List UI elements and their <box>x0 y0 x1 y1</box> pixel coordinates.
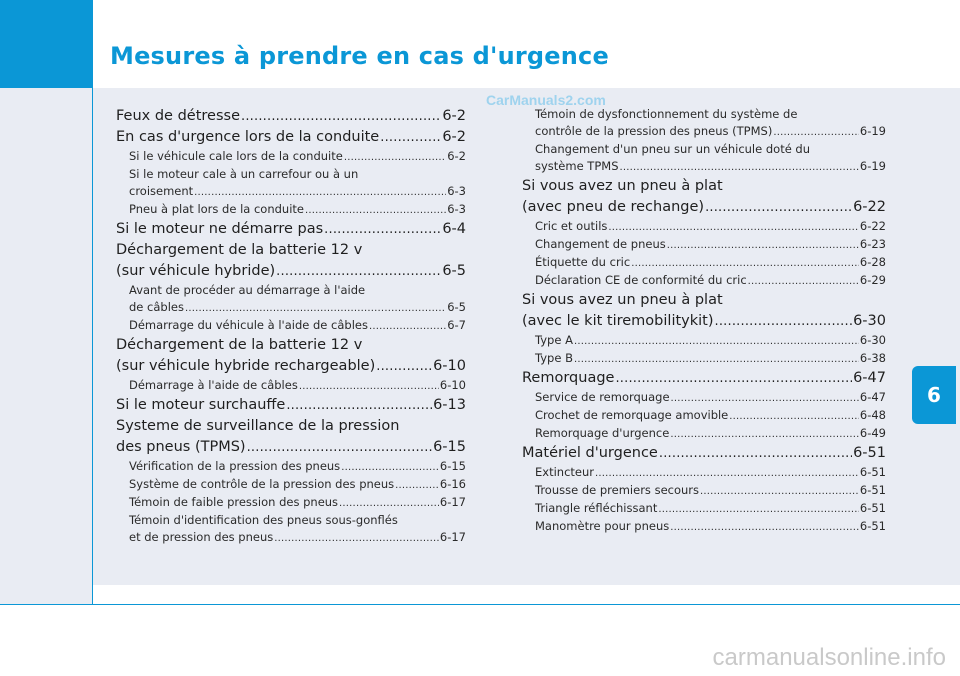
toc-subentry[interactable]: Remorquage d'urgence ..... 6-49 <box>522 425 886 443</box>
toc-left-column <box>116 106 466 547</box>
toc-subentry[interactable]: Changement de pneus ..... 6-23 <box>522 236 886 254</box>
toc-subentry[interactable]: Trousse de premiers secours ..... 6-51 <box>522 482 886 500</box>
left-margin-strip <box>0 0 92 604</box>
toc-entry-line: Systeme de surveillance de la pression <box>116 418 400 434</box>
footer-divider <box>0 604 960 605</box>
toc-subentry-line: Si le moteur cale à un carrefour ou à un <box>129 167 359 181</box>
watermark-logo: CarManuals2.com <box>486 92 606 108</box>
toc-entry[interactable]: En cas d'urgence lors de la conduite ..... 6-2 <box>116 127 466 148</box>
toc-subentry[interactable]: Type B ..... 6-38 <box>522 350 886 368</box>
chapter-number: 6 <box>927 383 941 407</box>
toc-subentry[interactable]: Service de remorquage ..... 6-47 <box>522 389 886 407</box>
toc-subentry[interactable]: Extincteur ..... 6-51 <box>522 464 886 482</box>
toc-entry[interactable]: (avec pneu de rechange) ..... 6-22 <box>522 197 886 218</box>
toc-subentry[interactable]: Cric et outils ..... 6-22 <box>522 218 886 236</box>
toc-entry-line: Déchargement de la batterie 12 v <box>116 337 363 353</box>
toc-subentry[interactable]: Étiquette du cric ..... 6-28 <box>522 254 886 272</box>
toc-entry[interactable]: des pneus (TPMS) ..... 6-15 <box>116 437 466 458</box>
toc-subentry[interactable]: Démarrage du véhicule à l'aide de câbles ..... 6-7 <box>116 317 466 335</box>
toc-entry[interactable]: (sur véhicule hybride rechargeable) ..... 6-10 <box>116 356 466 377</box>
toc-entry[interactable]: Si le moteur ne démarre pas ..... 6-4 <box>116 219 466 240</box>
page-title: Mesures à prendre en cas d'urgence <box>110 42 609 70</box>
toc-subentry[interactable]: Système de contrôle de la pression des pneus ..... 6-16 <box>116 476 466 494</box>
toc-right-column <box>522 106 886 536</box>
toc-subentry[interactable]: et de pression des pneus ..... 6-17 <box>116 529 466 547</box>
watermark-footer: carmanualsonline.info <box>712 644 946 671</box>
toc-subentry[interactable]: contrôle de la pression des pneus (TPMS) ..... 6-19 <box>522 123 886 141</box>
toc-subentry-line: Changement d'un pneu sur un véhicule doté du <box>535 142 811 156</box>
toc-subentry[interactable]: système TPMS ..... 6-19 <box>522 158 886 176</box>
toc-subentry[interactable]: Type A ..... 6-30 <box>522 332 886 350</box>
toc-entry[interactable]: (sur véhicule hybride) ..... 6-5 <box>116 261 466 282</box>
toc-subentry[interactable]: de câbles ..... 6-5 <box>116 299 466 317</box>
toc-entry[interactable]: Matériel d'urgence ..... 6-51 <box>522 443 886 464</box>
toc-entry[interactable]: Remorquage ..... 6-47 <box>522 368 886 389</box>
toc-subentry-line: Témoin de dysfonctionnement du système de <box>535 107 798 121</box>
toc-entry-line: Déchargement de la batterie 12 v <box>116 242 363 258</box>
toc-subentry[interactable]: Déclaration CE de conformité du cric ..... 6-29 <box>522 272 886 290</box>
toc-entry[interactable]: (avec le kit tiremobilitykit) ..... 6-30 <box>522 311 886 332</box>
header-accent-block <box>0 0 92 88</box>
toc-subentry[interactable]: Manomètre pour pneus ..... 6-51 <box>522 518 886 536</box>
toc-entry-line: Si vous avez un pneu à plat <box>522 292 723 308</box>
toc-subentry[interactable]: Si le véhicule cale lors de la conduite ..... 6-2 <box>116 148 466 166</box>
toc-subentry[interactable]: croisement ..... 6-3 <box>116 183 466 201</box>
toc-subentry[interactable]: Crochet de remorquage amovible ..... 6-48 <box>522 407 886 425</box>
toc-subentry-line: Témoin d'identification des pneus sous-gonflés <box>129 513 398 527</box>
toc-entry[interactable]: Si le moteur surchauffe ..... 6-13 <box>116 395 466 416</box>
toc-subentry-line: Avant de procéder au démarrage à l'aide <box>129 283 366 297</box>
toc-entry-line: Si vous avez un pneu à plat <box>522 178 723 194</box>
toc-subentry[interactable]: Triangle réfléchissant ..... 6-51 <box>522 500 886 518</box>
toc-subentry[interactable]: Démarrage à l'aide de câbles ..... 6-10 <box>116 377 466 395</box>
toc-subentry[interactable]: Pneu à plat lors de la conduite ..... 6-3 <box>116 201 466 219</box>
toc-entry[interactable]: Feux de détresse ..... 6-2 <box>116 106 466 127</box>
toc-subentry[interactable]: Vérification de la pression des pneus ..... 6-15 <box>116 458 466 476</box>
toc-subentry[interactable]: Témoin de faible pression des pneus ..... 6-17 <box>116 494 466 512</box>
chapter-tab[interactable] <box>912 366 956 424</box>
